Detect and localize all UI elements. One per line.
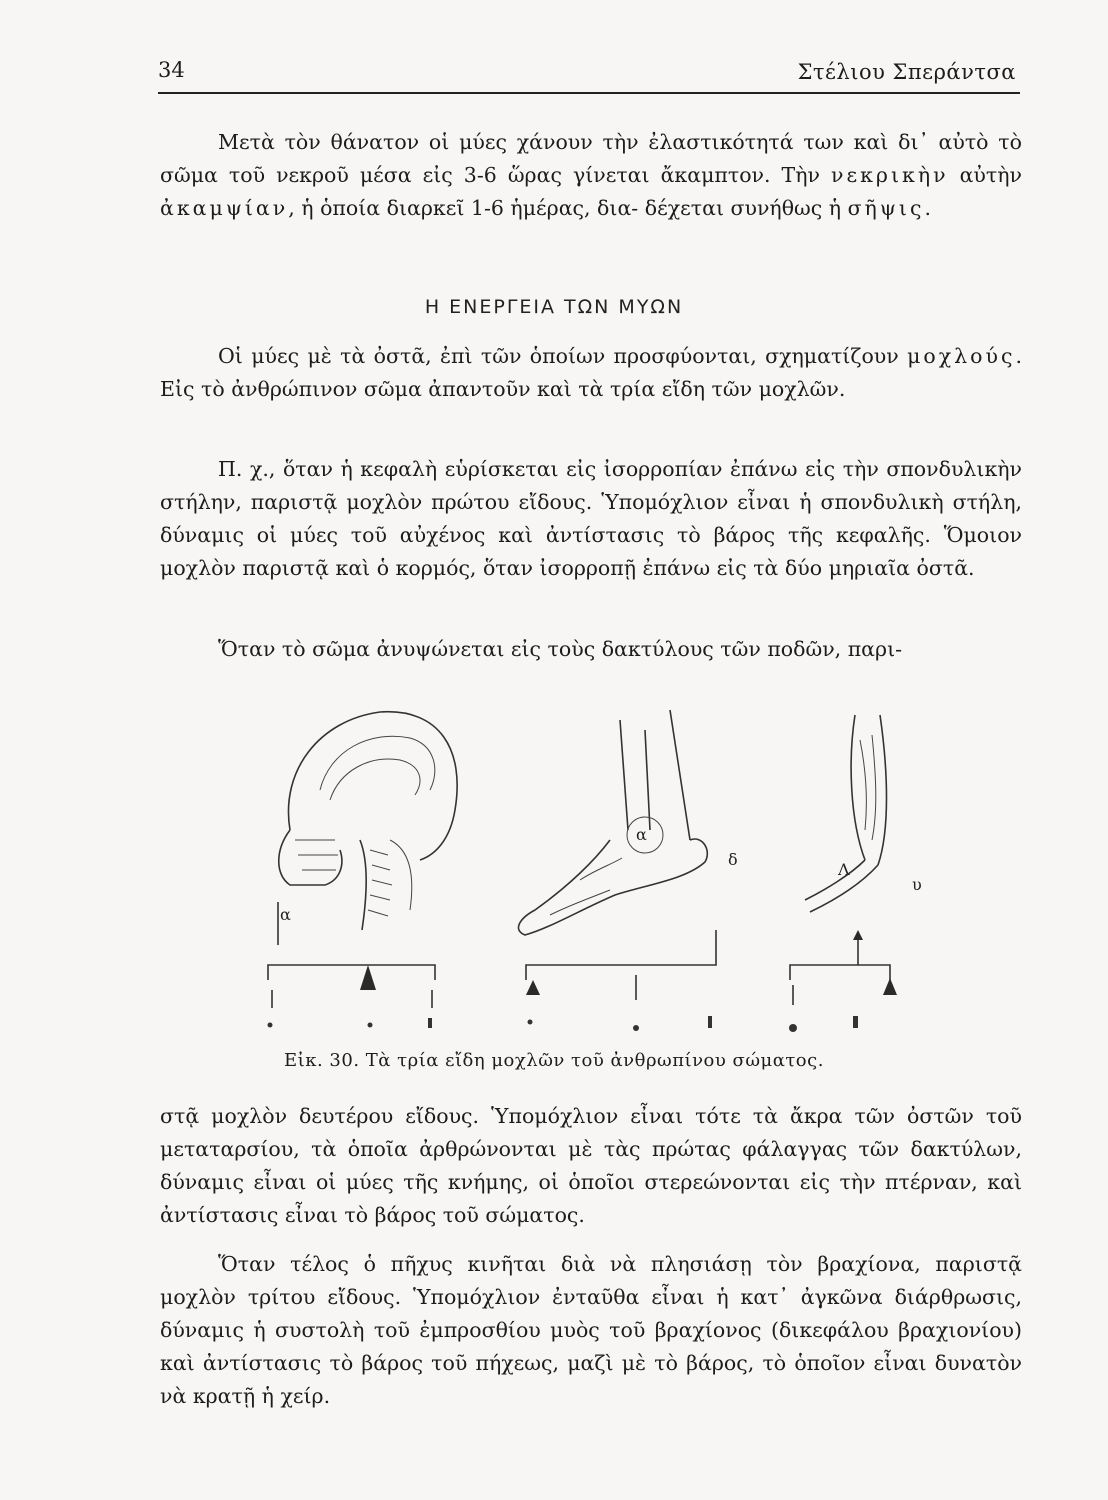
foot-label-alpha: α [636,825,647,844]
lever-second-class [526,930,716,1031]
term-nekriki: νεκρικὴν [831,163,949,187]
paragraph-second-class-lever: στᾷ μοχλὸν δευτέρου εἴδους. Ὑπομόχλιον εἶναι τότε τὰ ἄκρα τῶν ὀστῶν τοῦ μεταταρσίου, τὰ ὁποῖα ἀρθρώνονται μὲ τὰς πρώτας φάλαγγας τῶν δακτύλων, δύναμις εἶναι οἱ μύες τῆς κνήμης, οἱ ὁποῖοι στερεώνονται εἰς τὴν πτέρναν, καὶ ἀντίστασις εἶναι τὸ βάρος τοῦ σώματος. [160,1104,1022,1227]
skull-illustration [278,712,457,945]
paragraph-first-class-lever: Π. χ., ὅταν ἡ κεφαλὴ εὑρίσκεται εἰς ἰσορροπίαν ἐπάνω εἰς τὴν σπονδυλικὴν στήλην, παριστᾷ μοχλὸν πρώτου εἴδους. Ὑπομόχλιον εἶναι ἡ σπονδυλικὴ στήλη, δύναμις οἱ μύες τοῦ αὐχένος καὶ ἀντίστασις τὸ βάρος τῆς κεφαλῆς. Ὅμοιον μοχλὸν παριστᾷ καὶ ὁ κορμός, ὅταν ἰσορροπῇ ἐπάνω εἰς τὰ δύο μηριαῖα ὀστᾶ. [160,457,1022,580]
paragraph-third-class-lever: Ὅταν τέλος ὁ πῆχυς κινῆται διὰ νὰ πλησιάσῃ τὸν βραχίονα, παριστᾷ μοχλὸν τρίτου εἴδους. Ὑπομόχλιον ἐνταῦθα εἶναι ἡ κατ᾿ ἀγκῶνα διάρθρωσις, δύναμις ἡ συστολὴ τοῦ ἐμπροσθίου μυὸς τοῦ βραχίονος (δικεφάλου βραχιονίου) καὶ ἀντίστασις τὸ βάρος τοῦ πήχεως, μαζὶ μὲ τὸ βάρος, τὸ ὁποῖον εἶναι δυνατὸν νὰ κρατῇ ἡ χείρ. [160,1252,1022,1408]
lever-figure [250,690,930,1040]
p2-rest: . Εἰς τὸ ἀνθρώπινον σῶμα ἀπαντοῦν καὶ τὰ τρία εἴδη τῶν μοχλῶν. [160,344,1022,401]
lever-third-class [789,930,897,1032]
p1-line2: αὐτὸ τὸ σῶμα τοῦ νεκροῦ μέσα εἰς 3-6 ὥρας γίνεται ἄκαμπτον. Τὴν [160,130,1022,187]
paragraph-second-class-start: Ὅταν τὸ σῶμα ἀνυψώνεται εἰς τοὺς δακτύλους τῶν ποδῶν, παρι- [218,637,903,661]
page-number: 34 [158,58,185,82]
p1-line4-end: . [924,196,931,220]
p1-line1: Μετὰ τὸν θάνατον οἱ μύες χάνουν τὴν ἐλαστικότητά των καὶ δι᾿ [218,130,929,154]
foot-illustration [518,710,737,935]
term-akampsia: ἀκαμψίαν [160,196,289,220]
lever-first-class [268,965,436,1028]
fulcrum-1 [360,965,376,990]
arm-illustration [805,715,922,912]
paragraph-levers-intro [160,340,1022,406]
p1-line4-start: δέχεται συνήθως ἡ [644,196,848,220]
fulcrum-2 [526,980,540,995]
paragraph-rigor-mortis [160,126,1022,225]
figure-caption: Εἰκ. 30. Τὰ τρία εἴδη μοχλῶν τοῦ ἀνθρωπίνου σώματος. [284,1050,824,1071]
p2-line1: Οἱ μύες μὲ τὰ ὀστᾶ, ἐπὶ τῶν ὁποίων προσφύονται, σχηματίζουν [218,344,899,368]
term-sipsis: σῆψις [847,196,925,220]
running-head: Στέλιου Σπεράντσα [797,60,1016,84]
page-header [158,58,1020,94]
p1-mid: αὐτὴν [948,163,1022,187]
p1-line3-rest: , ἡ ὁποία διαρκεῖ 1-6 ἡμέρας, δια- [288,196,639,220]
section-heading: Η ΕΝΕΡΓΕΙΑ ΤΩΝ ΜΥΩΝ [424,296,684,318]
fulcrum-3 [883,978,897,995]
term-mochlous: μοχλούς [907,344,1016,368]
arm-label-upsilon: υ [912,875,922,894]
head-label-alpha: α [280,905,291,924]
arm-label-lambda: Λ [838,860,850,879]
foot-label-delta: δ [728,850,738,869]
